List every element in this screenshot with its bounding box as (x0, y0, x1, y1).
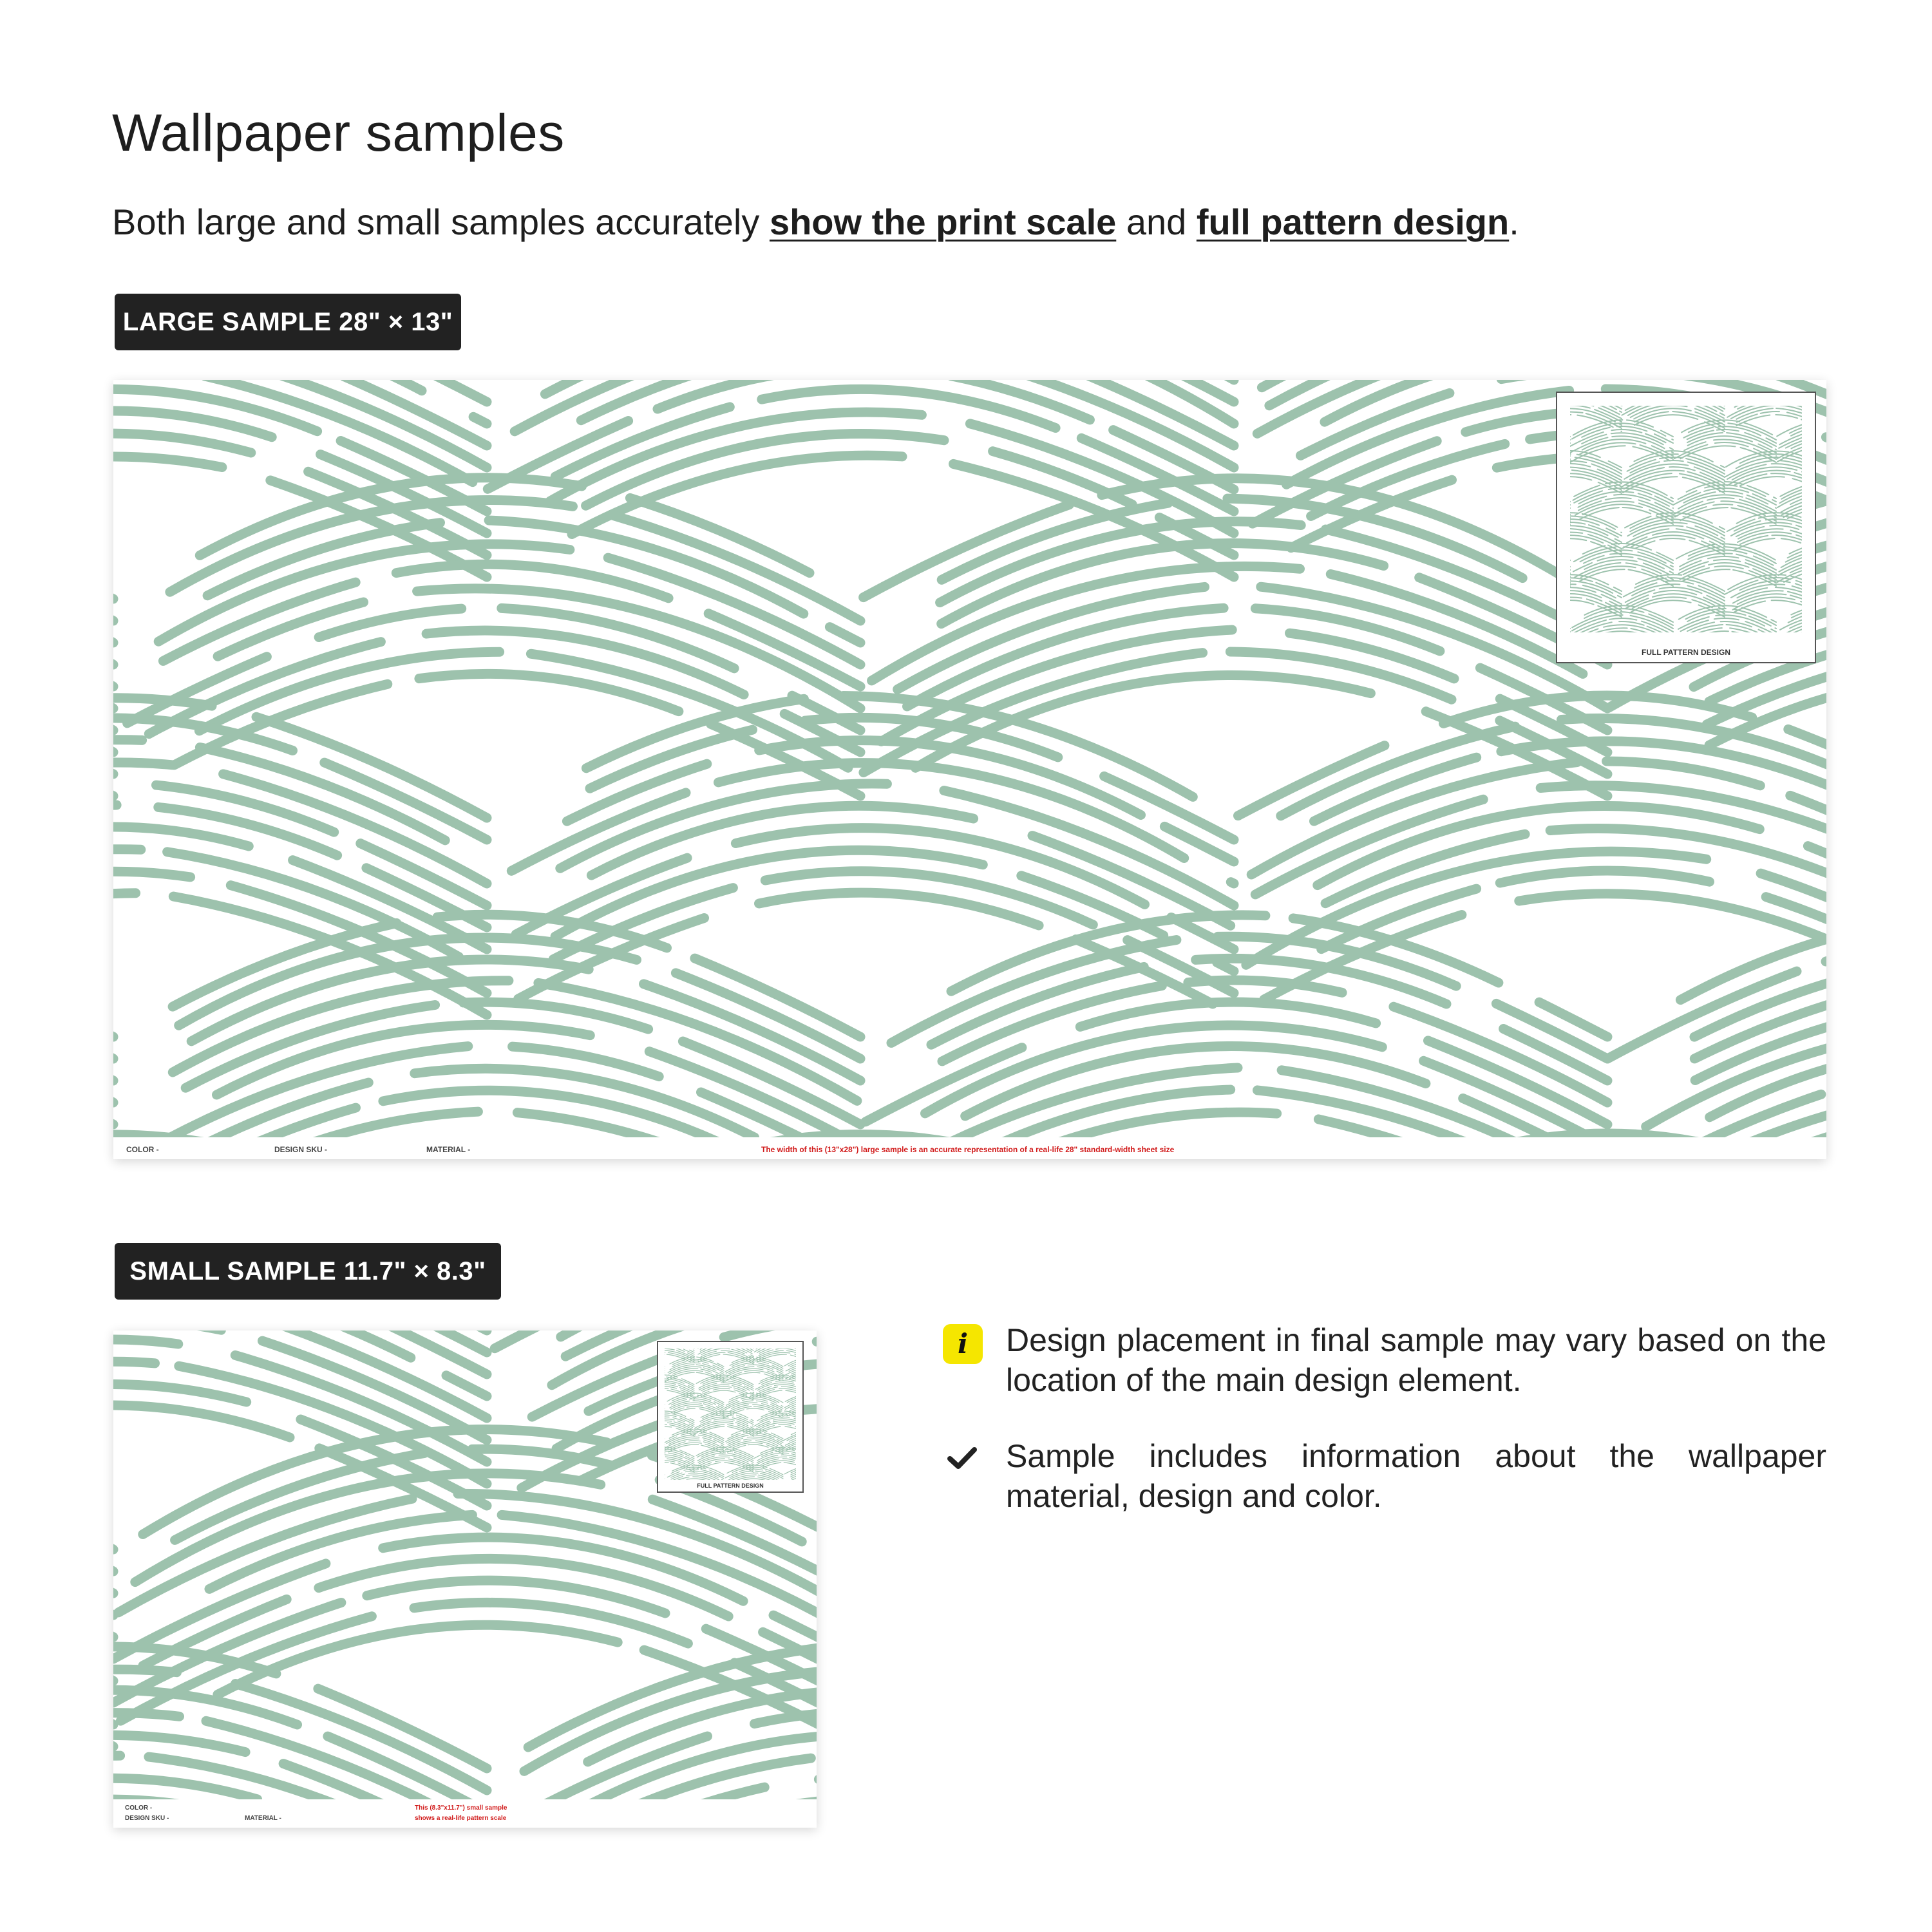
wave-stroke (1774, 517, 1776, 518)
wave-stroke (710, 1432, 724, 1439)
wave-stroke (751, 1355, 753, 1356)
info-included-note (943, 1436, 1826, 1516)
wave-stroke (1772, 500, 1776, 502)
info-icon: i (943, 1324, 983, 1364)
wave-stroke (1625, 516, 1651, 528)
wave-stroke (1570, 522, 1585, 524)
wave-stroke (1714, 560, 1740, 562)
wave-stroke (1709, 631, 1728, 632)
wave-stroke (318, 1689, 487, 1768)
wave-stroke (1605, 498, 1631, 500)
full-pattern-label: FULL PATTERN DESIGN (1642, 648, 1730, 657)
wave-stroke (1713, 504, 1732, 506)
wave-stroke (113, 849, 141, 920)
wave-stroke (1772, 535, 1802, 541)
wave-stroke (1660, 538, 1685, 540)
wave-stroke (113, 827, 249, 846)
wave-stroke (671, 1467, 706, 1473)
wave-stroke (756, 1401, 768, 1403)
design-sku-field-label: DESIGN SKU - (274, 1145, 328, 1154)
wave-stroke (1776, 415, 1797, 418)
wave-stroke (760, 1423, 794, 1429)
wave-stroke (1231, 882, 1234, 884)
wave-stroke (721, 1445, 724, 1446)
wave-stroke (781, 1387, 796, 1392)
wave-stroke (1217, 963, 1234, 972)
wave-stroke (794, 1419, 796, 1425)
wave-stroke (1707, 498, 1734, 500)
wave-stroke (679, 1450, 694, 1457)
wave-stroke (630, 498, 810, 573)
material-field-label: MATERIAL - (245, 1815, 281, 1822)
check-icon (947, 1443, 978, 1473)
small-sample-badge: SMALL SAMPLE 11.7" × 8.3" (115, 1243, 501, 1300)
wave-stroke (586, 699, 804, 768)
wave-stroke (446, 1376, 487, 1396)
wave-stroke (383, 1537, 743, 1601)
wave-stroke (665, 1413, 670, 1414)
full-pattern-preview (1556, 392, 1816, 663)
wave-stroke (784, 1463, 796, 1472)
wave-stroke (1801, 601, 1802, 614)
wave-stroke (714, 1419, 734, 1420)
wave-stroke (665, 1411, 686, 1416)
wave-stroke (1570, 526, 1608, 535)
wave-stroke (722, 1479, 724, 1480)
wave-stroke (751, 1427, 754, 1428)
wave-stroke (1570, 477, 1591, 487)
wave-stroke (687, 1479, 715, 1480)
wave-stroke (113, 457, 222, 555)
wave-stroke (1743, 422, 1772, 435)
wave-stroke (784, 1466, 796, 1474)
wave-stroke (1672, 439, 1673, 440)
wave-stroke (1740, 477, 1785, 486)
wave-stroke (1772, 600, 1802, 611)
design-sku-field-label: DESIGN SKU - (125, 1815, 169, 1822)
wave-stroke (1574, 486, 1600, 497)
wave-stroke (1714, 566, 1743, 569)
wave-stroke (743, 1399, 768, 1401)
small-sample-card (113, 1331, 817, 1828)
wave-stroke (591, 806, 973, 875)
wave-stroke (1720, 413, 1725, 415)
sample-scale-note-line1: This (8.3"x11.7") small sample (415, 1804, 507, 1812)
subtitle-middle: and (1116, 202, 1197, 242)
wave-stroke (762, 1379, 783, 1385)
material-field-label: MATERIAL - (426, 1145, 471, 1154)
wave-stroke (1619, 424, 1622, 425)
wave-stroke (1611, 430, 1642, 433)
wave-stroke (695, 958, 860, 1037)
page-title: Wallpaper samples (112, 104, 565, 162)
wave-stroke (747, 1408, 764, 1410)
full-pattern-thumbnail (1570, 406, 1802, 632)
placement-note-text: Design placement in final sample may vary based on the location of the main design element. (1006, 1322, 1826, 1398)
wave-stroke (1671, 497, 1673, 498)
full-pattern-label: FULL PATTERN DESIGN (697, 1482, 764, 1489)
wave-stroke (1500, 871, 1709, 883)
wave-stroke (665, 1388, 668, 1396)
wave-stroke (113, 893, 136, 1014)
wave-stroke (1618, 596, 1622, 598)
wave-stroke (1738, 532, 1791, 542)
subtitle-prefix: Both large and small samples accurately (112, 202, 770, 242)
wave-stroke (671, 1403, 702, 1409)
wave-stroke (1581, 566, 1636, 577)
wave-stroke (665, 1387, 677, 1388)
wave-stroke (1671, 565, 1673, 567)
wave-stroke (1664, 460, 1683, 461)
info-included-note-text: Sample includes information about the wallpaper material, design and color. (1006, 1438, 1826, 1514)
wave-stroke (720, 1372, 724, 1374)
sample-notes (943, 1320, 1826, 1516)
wave-stroke (665, 1426, 672, 1436)
wave-stroke (1570, 597, 1582, 612)
wave-stroke (1570, 464, 1590, 467)
wave-stroke (1708, 556, 1739, 558)
wave-stroke (1719, 527, 1725, 529)
wave-stroke (1672, 452, 1673, 453)
wave-stroke (791, 1429, 796, 1435)
wave-stroke (1776, 408, 1802, 425)
wave-stroke (218, 1625, 618, 1694)
wave-stroke (750, 1421, 753, 1423)
page-subtitle (112, 201, 1519, 243)
full-pattern-thumbnail (665, 1349, 796, 1480)
wave-stroke (665, 1463, 668, 1469)
wave-stroke (1771, 620, 1776, 622)
wave-stroke (751, 1419, 753, 1421)
wave-stroke (1570, 412, 1583, 428)
wave-stroke (1717, 430, 1739, 431)
wave-stroke (1634, 408, 1691, 419)
wave-stroke (1774, 497, 1776, 498)
wave-stroke (1721, 537, 1725, 539)
wave-stroke (748, 1444, 768, 1447)
full-pattern-preview (657, 1341, 804, 1493)
wave-stroke (733, 1443, 762, 1448)
wave-stroke (775, 1451, 796, 1454)
wave-stroke (1609, 618, 1636, 620)
wave-stroke (1583, 504, 1642, 515)
full-pattern-link: full pattern design (1196, 202, 1510, 242)
wave-stroke (684, 1469, 699, 1470)
wave-stroke (113, 433, 251, 501)
wave-stroke (502, 1515, 817, 1637)
subtitle-suffix: . (1509, 202, 1519, 242)
wave-stroke (701, 1390, 735, 1396)
wave-stroke (1775, 628, 1776, 629)
wave-stroke (687, 1406, 717, 1413)
wave-stroke (473, 417, 487, 424)
wave-stroke (113, 1405, 290, 1437)
wave-stroke (113, 871, 191, 939)
wave-stroke (750, 1349, 753, 1351)
wave-stroke (1570, 415, 1571, 428)
wave-stroke (741, 1397, 777, 1403)
color-field-label: COLOR - (126, 1145, 159, 1154)
wave-stroke (716, 1406, 724, 1410)
wave-stroke (785, 1426, 796, 1432)
wave-stroke (691, 1457, 694, 1459)
wave-stroke (1623, 507, 1651, 514)
wave-stroke (1570, 587, 1596, 598)
wave-stroke (1620, 412, 1622, 413)
wave-stroke (1808, 846, 1826, 913)
wave-stroke (1570, 600, 1594, 604)
wave-stroke (1766, 519, 1802, 528)
wave-stroke (759, 893, 1039, 925)
placement-note (943, 1320, 1826, 1400)
print-scale-link: show the print scale (769, 202, 1117, 242)
wave-stroke (113, 1135, 202, 1137)
wave-stroke (1714, 618, 1739, 620)
color-field-label: COLOR - (125, 1804, 153, 1812)
large-sample-badge: LARGE SAMPLE 28" × 13" (115, 294, 461, 350)
sample-scale-note-line2: shows a real-life pattern scale (415, 1815, 507, 1822)
wave-stroke (1670, 571, 1673, 573)
wave-stroke (1670, 448, 1673, 450)
wave-stroke (775, 1381, 793, 1382)
wave-stroke (829, 627, 860, 643)
wave-stroke (782, 1459, 794, 1461)
large-sample-card (113, 380, 1826, 1159)
wave-stroke (1570, 538, 1586, 548)
wave-stroke (673, 1408, 696, 1414)
wave-stroke (113, 1340, 178, 1349)
wave-stroke (1761, 412, 1779, 413)
wave-stroke (1661, 431, 1673, 437)
wave-stroke (713, 1388, 730, 1390)
wave-stroke (665, 1425, 667, 1430)
wave-stroke (786, 1390, 796, 1396)
wave-stroke (1721, 466, 1725, 468)
sample-width-note: The width of this (13"x28") large sample is an accurate representation of a real-life 28" standard-width sheet size (761, 1145, 1175, 1154)
wave-stroke (1771, 629, 1776, 632)
wave-stroke (723, 1418, 724, 1419)
